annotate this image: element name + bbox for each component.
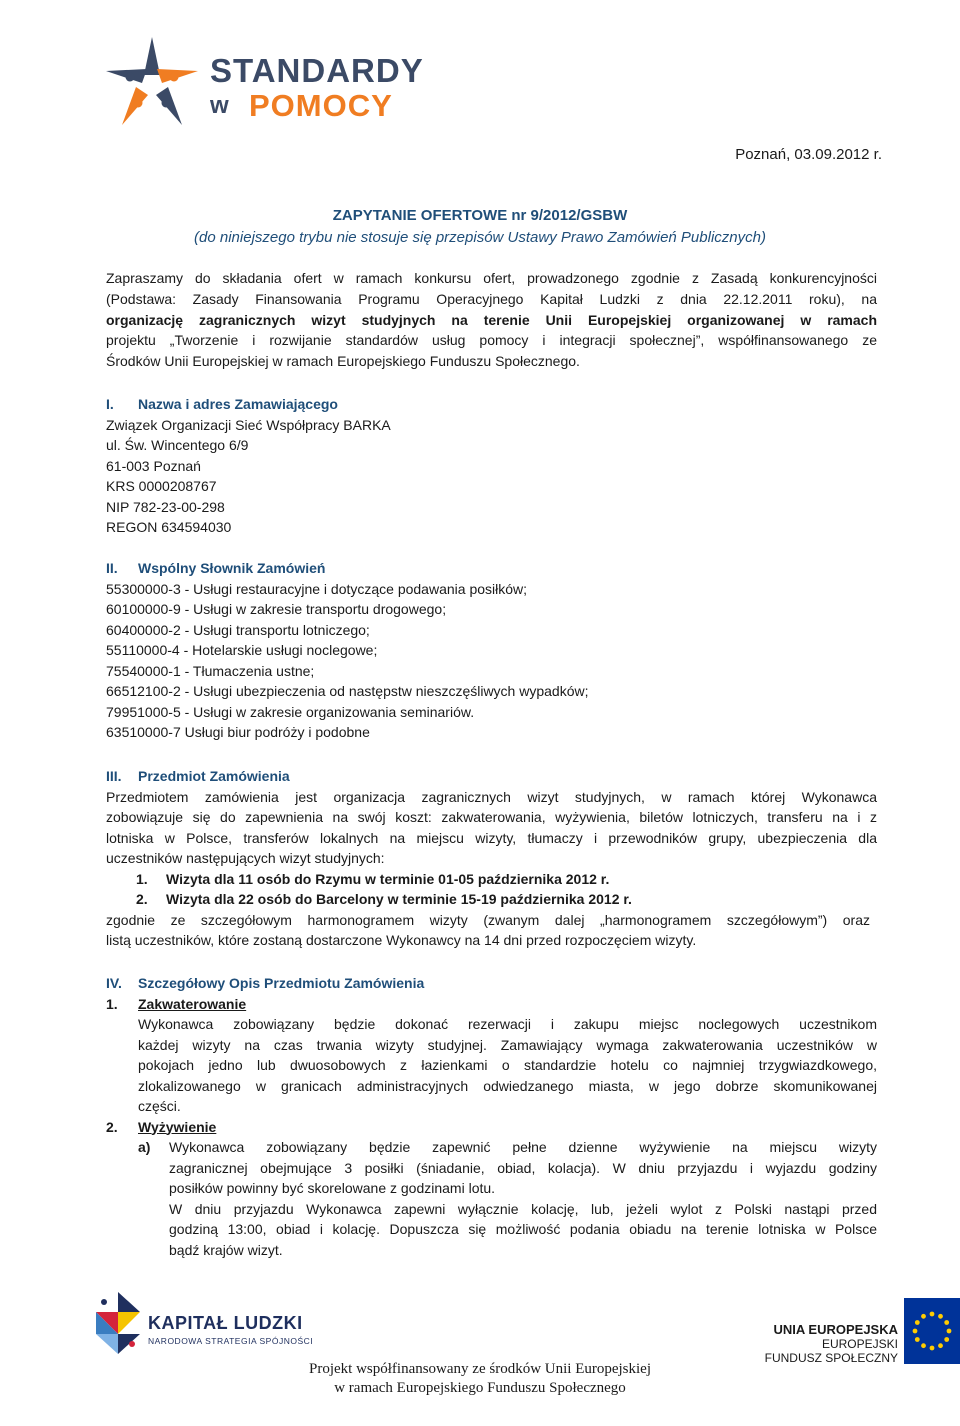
eu-star	[944, 1320, 949, 1325]
intro-paragraph	[106, 268, 877, 372]
document-title: ZAPYTANIE OFERTOWE nr 9/2012/GSBW	[332, 207, 628, 224]
subsection-title: Zakwaterowanie	[138, 995, 247, 1012]
section-number: III.	[106, 768, 122, 784]
paragraph-line: posiłków powinny być skorelowane z godzinami lotu.	[169, 1180, 496, 1196]
logo-text-standardy: STANDARDY	[210, 52, 424, 89]
eu-star	[938, 1314, 943, 1319]
eu-subtitle-1: EUROPEJSKI	[821, 1337, 898, 1351]
footer-line-1: Projekt współfinansowany ze środków Unii Europejskiej	[308, 1361, 652, 1377]
section-title: Szczegółowy Opis Przedmiotu Zamówienia	[138, 975, 425, 991]
section-zamawiajacy	[106, 394, 391, 538]
eu-star	[913, 1329, 918, 1334]
cpv-code-line: 66512100-2 - Usługi ubezpieczenia od następstw nieszczęśliwych wypadków;	[106, 683, 589, 699]
intro-line: Środków Unii Europejskiej w ramach Europejskiego Funduszu Społecznego.	[106, 353, 580, 370]
kapital-ludzki-logo	[148, 1313, 313, 1346]
address-line: REGON 634594030	[106, 519, 232, 535]
subsection-number: 2.	[106, 1118, 118, 1135]
cpv-code-line: 79951000-5 - Usługi w zakresie organizowania seminariów.	[106, 703, 475, 720]
section-title: Przedmiot Zamówienia	[138, 768, 290, 784]
cpv-code-line: 63510000-7 Usługi biur podróży i podobne	[106, 724, 370, 740]
section-opis	[106, 973, 877, 1260]
paragraph-line: Wykonawca zobowiązany będzie dokonać rezerwacji i zakupu miejsc noclegowych uczestnikom	[138, 1016, 877, 1032]
paragraph-line: zobowiązuje się do zapewnienia na swój koszt: zakwaterowania, wyżywienia, biletów lotniczych, transferu na i z	[106, 809, 877, 825]
eu-flag-icon	[904, 1298, 960, 1364]
kl-subtitle: NARODOWA STRATEGIA SPÓJNOŚCI	[148, 1336, 314, 1346]
cpv-code-line: 55110000-4 - Hotelarskie usługi noclegowe;	[106, 642, 378, 658]
przedmiot-paragraph	[106, 787, 877, 869]
section-heading	[106, 973, 877, 994]
paragraph-line: części.	[138, 1098, 181, 1114]
paragraph-line: W dniu przyjazdu Wykonawca zapewni wyłącznie kolację, lub, jeżeli wylot z Polski nastąpi przed	[169, 1200, 877, 1217]
section-number: I.	[106, 396, 114, 412]
eu-star	[944, 1337, 949, 1342]
section-title: Wspólny Słownik Zamówień	[138, 560, 326, 576]
eu-star	[915, 1320, 920, 1325]
item-label: a)	[138, 1139, 151, 1155]
section-heading	[106, 766, 877, 787]
kapital-ludzki-logo-icon	[94, 1290, 142, 1356]
section-title: Nazwa i adres Zamawiającego	[138, 396, 338, 412]
visit-text: Wizyta dla 11 osób do Rzymu w terminie 01-05 października 2012 r.	[166, 870, 610, 887]
eu-subtitle-2: FUNDUSZ SPOŁECZNY	[764, 1351, 898, 1365]
logo-text-w: w	[210, 92, 229, 119]
document-subtitle: (do niniejszego trybu nie stosuje się przepisów Ustawy Prawo Zamówień Publicznych)	[194, 229, 766, 246]
address-line: 61-003 Poznań	[106, 457, 201, 474]
document-date: Poznań, 03.09.2012 r.	[735, 146, 882, 163]
eu-star	[921, 1343, 926, 1348]
paragraph-line: każdej wizyty na czas trwania wizyty studyjnej. Zamawiający wymaga zakwaterowania uczestników w	[138, 1036, 877, 1053]
visit-item	[136, 869, 877, 890]
visit-number: 1.	[136, 870, 148, 887]
eu-logo-text	[728, 1322, 898, 1365]
intro-line: (Podstawa: Zasady Finansowania Programu Operacyjnego Kapitał Ludzki z dnia 22.12.2011 roku), na	[106, 290, 877, 307]
address-line: KRS 0000208767	[106, 478, 217, 494]
visit-list	[106, 869, 877, 910]
paragraph-line: Wykonawca zobowiązany będzie zapewnić pełne dzienne wyżywienie na miejscu wizyty	[169, 1139, 877, 1155]
kl-title: KAPITAŁ LUDZKI	[148, 1313, 303, 1333]
paragraph-line: lotniska w Polsce, transferów lokalnych na miejscu wizyty, tłumaczy i przewodników grupy, ubezpieczenia dla	[106, 829, 877, 846]
eu-star	[921, 1314, 926, 1319]
cpv-code-line: 55300000-3 - Usługi restauracyjne i dotyczące podawania posiłków;	[106, 580, 528, 597]
paragraph-line: pokojach jedno lub dwuosobowych z łazienkami o standardzie hotelu co najmniej trzygwiazdkowego,	[138, 1057, 877, 1073]
eu-star	[915, 1337, 920, 1342]
footer-line-2: w ramach Europejskiego Funduszu Społecznego	[334, 1380, 626, 1396]
cpv-code-line: 60100000-9 - Usługi w zakresie transportu drogowego;	[106, 601, 447, 617]
visit-number: 2.	[136, 891, 148, 907]
subsection-number: 1.	[106, 995, 118, 1012]
wyzywienie-paragraph	[169, 1137, 877, 1260]
wyzywienie-item-a	[138, 1137, 877, 1260]
subsection-title: Wyżywienie	[138, 1118, 217, 1135]
subsection-heading	[106, 994, 877, 1015]
intro-line: projektu „Tworzenie i rozwijanie standardów usług pomocy i integracji społecznej”, współfinansowanego ze	[106, 332, 877, 349]
section-heading	[106, 558, 589, 579]
paragraph-line: zlokalizowanego w granicach administracyjnych odwiedzanego miasta, w jego dobrze skomunikowanej	[138, 1077, 877, 1094]
paragraph-line: zagranicznej obejmujące 3 posiłki (śniadanie, obiad, kolacja). W dniu przyjazdu i wyjazdu godziny	[169, 1159, 877, 1176]
standardy-w-pomocy-logo	[100, 30, 424, 140]
section-heading	[106, 394, 391, 415]
eu-star	[930, 1346, 935, 1351]
address-line: ul. Św. Wincentego 6/9	[106, 437, 249, 453]
section-number: II.	[106, 560, 118, 576]
paragraph-line: listą uczestników, które zostaną dostarczone Wykonawcy na 14 dni przed rozpoczęciem wizyty.	[106, 932, 697, 948]
cpv-code-line: 75540000-1 - Tłumaczenia ustne;	[106, 662, 315, 679]
intro-line: organizację zagranicznych wizyt studyjnych na terenie Unii Europejskiej organizowanej w ramach	[106, 311, 877, 328]
eu-star	[947, 1329, 952, 1334]
eu-title: UNIA EUROPEJSKA	[773, 1322, 898, 1337]
cpv-code-line: 60400000-2 - Usługi transportu lotniczego;	[106, 621, 370, 638]
address-line: Związek Organizacji Sieć Współpracy BARKA	[106, 416, 391, 433]
eu-star	[930, 1312, 935, 1317]
paragraph-line: Przedmiotem zamówienia jest organizacja zagranicznych wizyt studyjnych, w ramach której Wykonawca	[106, 788, 877, 805]
visit-text: Wizyta dla 22 osób do Barcelony w terminie 15-19 października 2012 r.	[166, 891, 632, 907]
paragraph-line: bądź krajów wizyt.	[169, 1241, 283, 1258]
intro-line: Zapraszamy do składania ofert w ramach konkursu ofert, prowadzonego zgodnie z Zasadą konkurencyjności	[106, 270, 877, 286]
section-slownik	[106, 558, 589, 743]
section-number: IV.	[106, 975, 122, 991]
zakwaterowanie-paragraph	[138, 1014, 877, 1117]
footer-cofinancing	[0, 1360, 960, 1398]
star-burst-icon	[100, 30, 210, 140]
paragraph-line: uczestników następujących wizyt studyjnych:	[106, 850, 385, 866]
paragraph-line: zgodnie ze szczegółowym harmonogramem wizyty (zwanym dalej „harmonogramem szczegółowym”) oraz	[106, 911, 870, 928]
address-line: NIP 782-23-00-298	[106, 498, 225, 515]
paragraph-line: godziną 13:00, obiad i kolację. Dopuszcza się możliwość podania obiadu na terenie lotniska w Polsce	[169, 1221, 877, 1237]
przedmiot-closing	[106, 910, 870, 951]
section-przedmiot	[106, 766, 877, 951]
logo-text-pomocy: POMOCY	[249, 88, 393, 123]
visit-item	[136, 889, 877, 910]
eu-star	[938, 1343, 943, 1348]
subsection-heading	[106, 1117, 877, 1138]
